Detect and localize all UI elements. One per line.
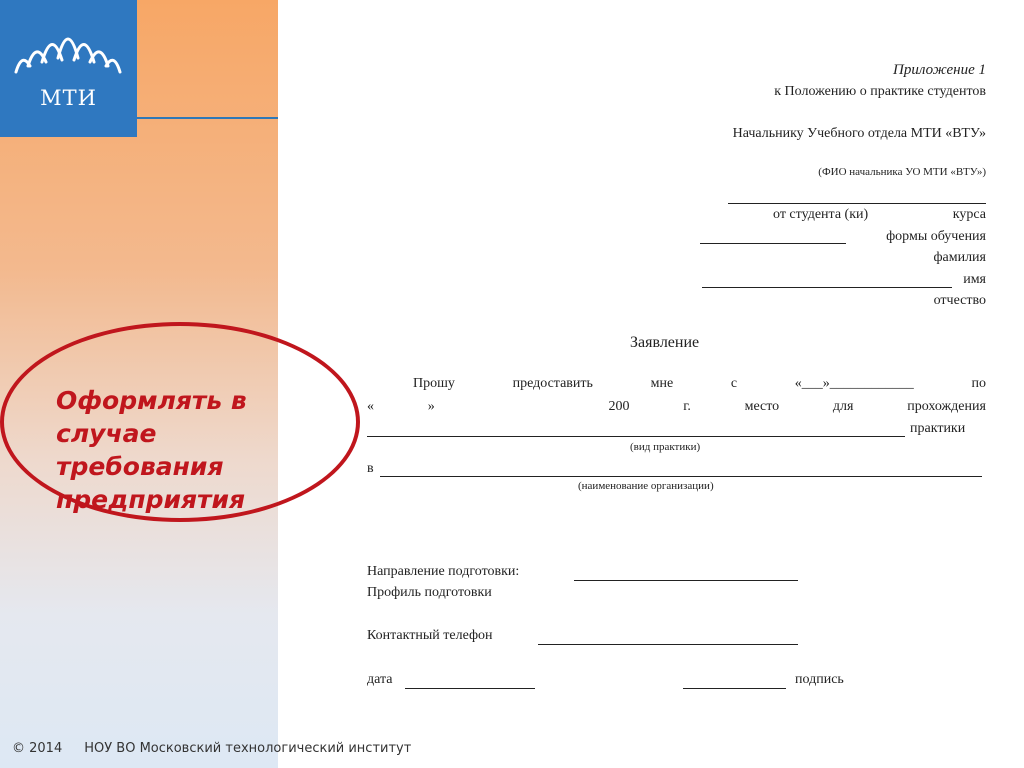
note-text: Оформлять в случае требования предприятия bbox=[56, 386, 247, 514]
phone-label: Контактный телефон bbox=[367, 628, 493, 643]
name-line bbox=[702, 287, 952, 288]
date-label: дата bbox=[367, 672, 393, 687]
signature-line bbox=[683, 688, 786, 689]
surname-label: фамилия bbox=[933, 250, 986, 265]
date-field-line bbox=[405, 688, 535, 689]
addressee-name-line bbox=[728, 203, 986, 204]
footer-organization: НОУ ВО Московский технологический институт bbox=[84, 741, 412, 756]
request-line bbox=[367, 376, 986, 392]
date-word: место bbox=[744, 399, 780, 414]
addressee-hint: (ФИО начальника УО МТИ «ВТУ») bbox=[818, 166, 986, 178]
req-word: по bbox=[971, 376, 986, 391]
organization-line bbox=[380, 476, 982, 477]
req-word: «___»____________ bbox=[794, 376, 914, 391]
practice-label: практики bbox=[910, 421, 966, 436]
name-label: имя bbox=[963, 272, 986, 287]
organization-hint: (наименование организации) bbox=[578, 480, 714, 492]
date-word: прохождения bbox=[907, 399, 986, 414]
date-word: « bbox=[367, 399, 374, 414]
logo-text: МТИ bbox=[40, 86, 97, 110]
req-word: предоставить bbox=[512, 376, 593, 391]
date-word: г. bbox=[683, 399, 691, 414]
appendix-subtitle: к Положению о практике студентов bbox=[774, 84, 986, 99]
header-divider bbox=[137, 117, 278, 119]
study-form-label: формы обучения bbox=[886, 229, 986, 244]
document-heading: Заявление bbox=[630, 334, 700, 351]
appendix-title: Приложение 1 bbox=[893, 62, 986, 78]
patronymic-label: отчество bbox=[933, 293, 986, 308]
addressee: Начальнику Учебного отдела МТИ «ВТУ» bbox=[732, 126, 986, 141]
req-word: Прошу bbox=[413, 376, 455, 391]
practice-type-line bbox=[367, 436, 905, 437]
application-form-document bbox=[278, 0, 1024, 736]
req-word: с bbox=[730, 376, 738, 391]
direction-line bbox=[574, 580, 798, 581]
signature-label: подпись bbox=[795, 672, 844, 687]
date-word: для bbox=[832, 399, 854, 414]
date-word: 200 bbox=[608, 399, 630, 414]
practice-hint: (вид практики) bbox=[630, 441, 701, 453]
req-word: мне bbox=[650, 376, 674, 391]
logo bbox=[0, 0, 137, 137]
direction-label: Направление подготовки: bbox=[367, 564, 520, 579]
phone-line bbox=[538, 644, 798, 645]
mountains-icon bbox=[12, 22, 124, 78]
date-line bbox=[367, 399, 986, 415]
profile-label: Профиль подготовки bbox=[367, 585, 492, 600]
study-form-line bbox=[700, 243, 846, 244]
footer bbox=[12, 741, 411, 756]
date-word: » bbox=[427, 399, 435, 414]
course-label: курса bbox=[952, 207, 986, 222]
footer-copyright: © 2014 bbox=[12, 741, 63, 756]
from-student-label: от студента (ки) bbox=[773, 207, 869, 222]
in-label: в bbox=[367, 461, 374, 476]
